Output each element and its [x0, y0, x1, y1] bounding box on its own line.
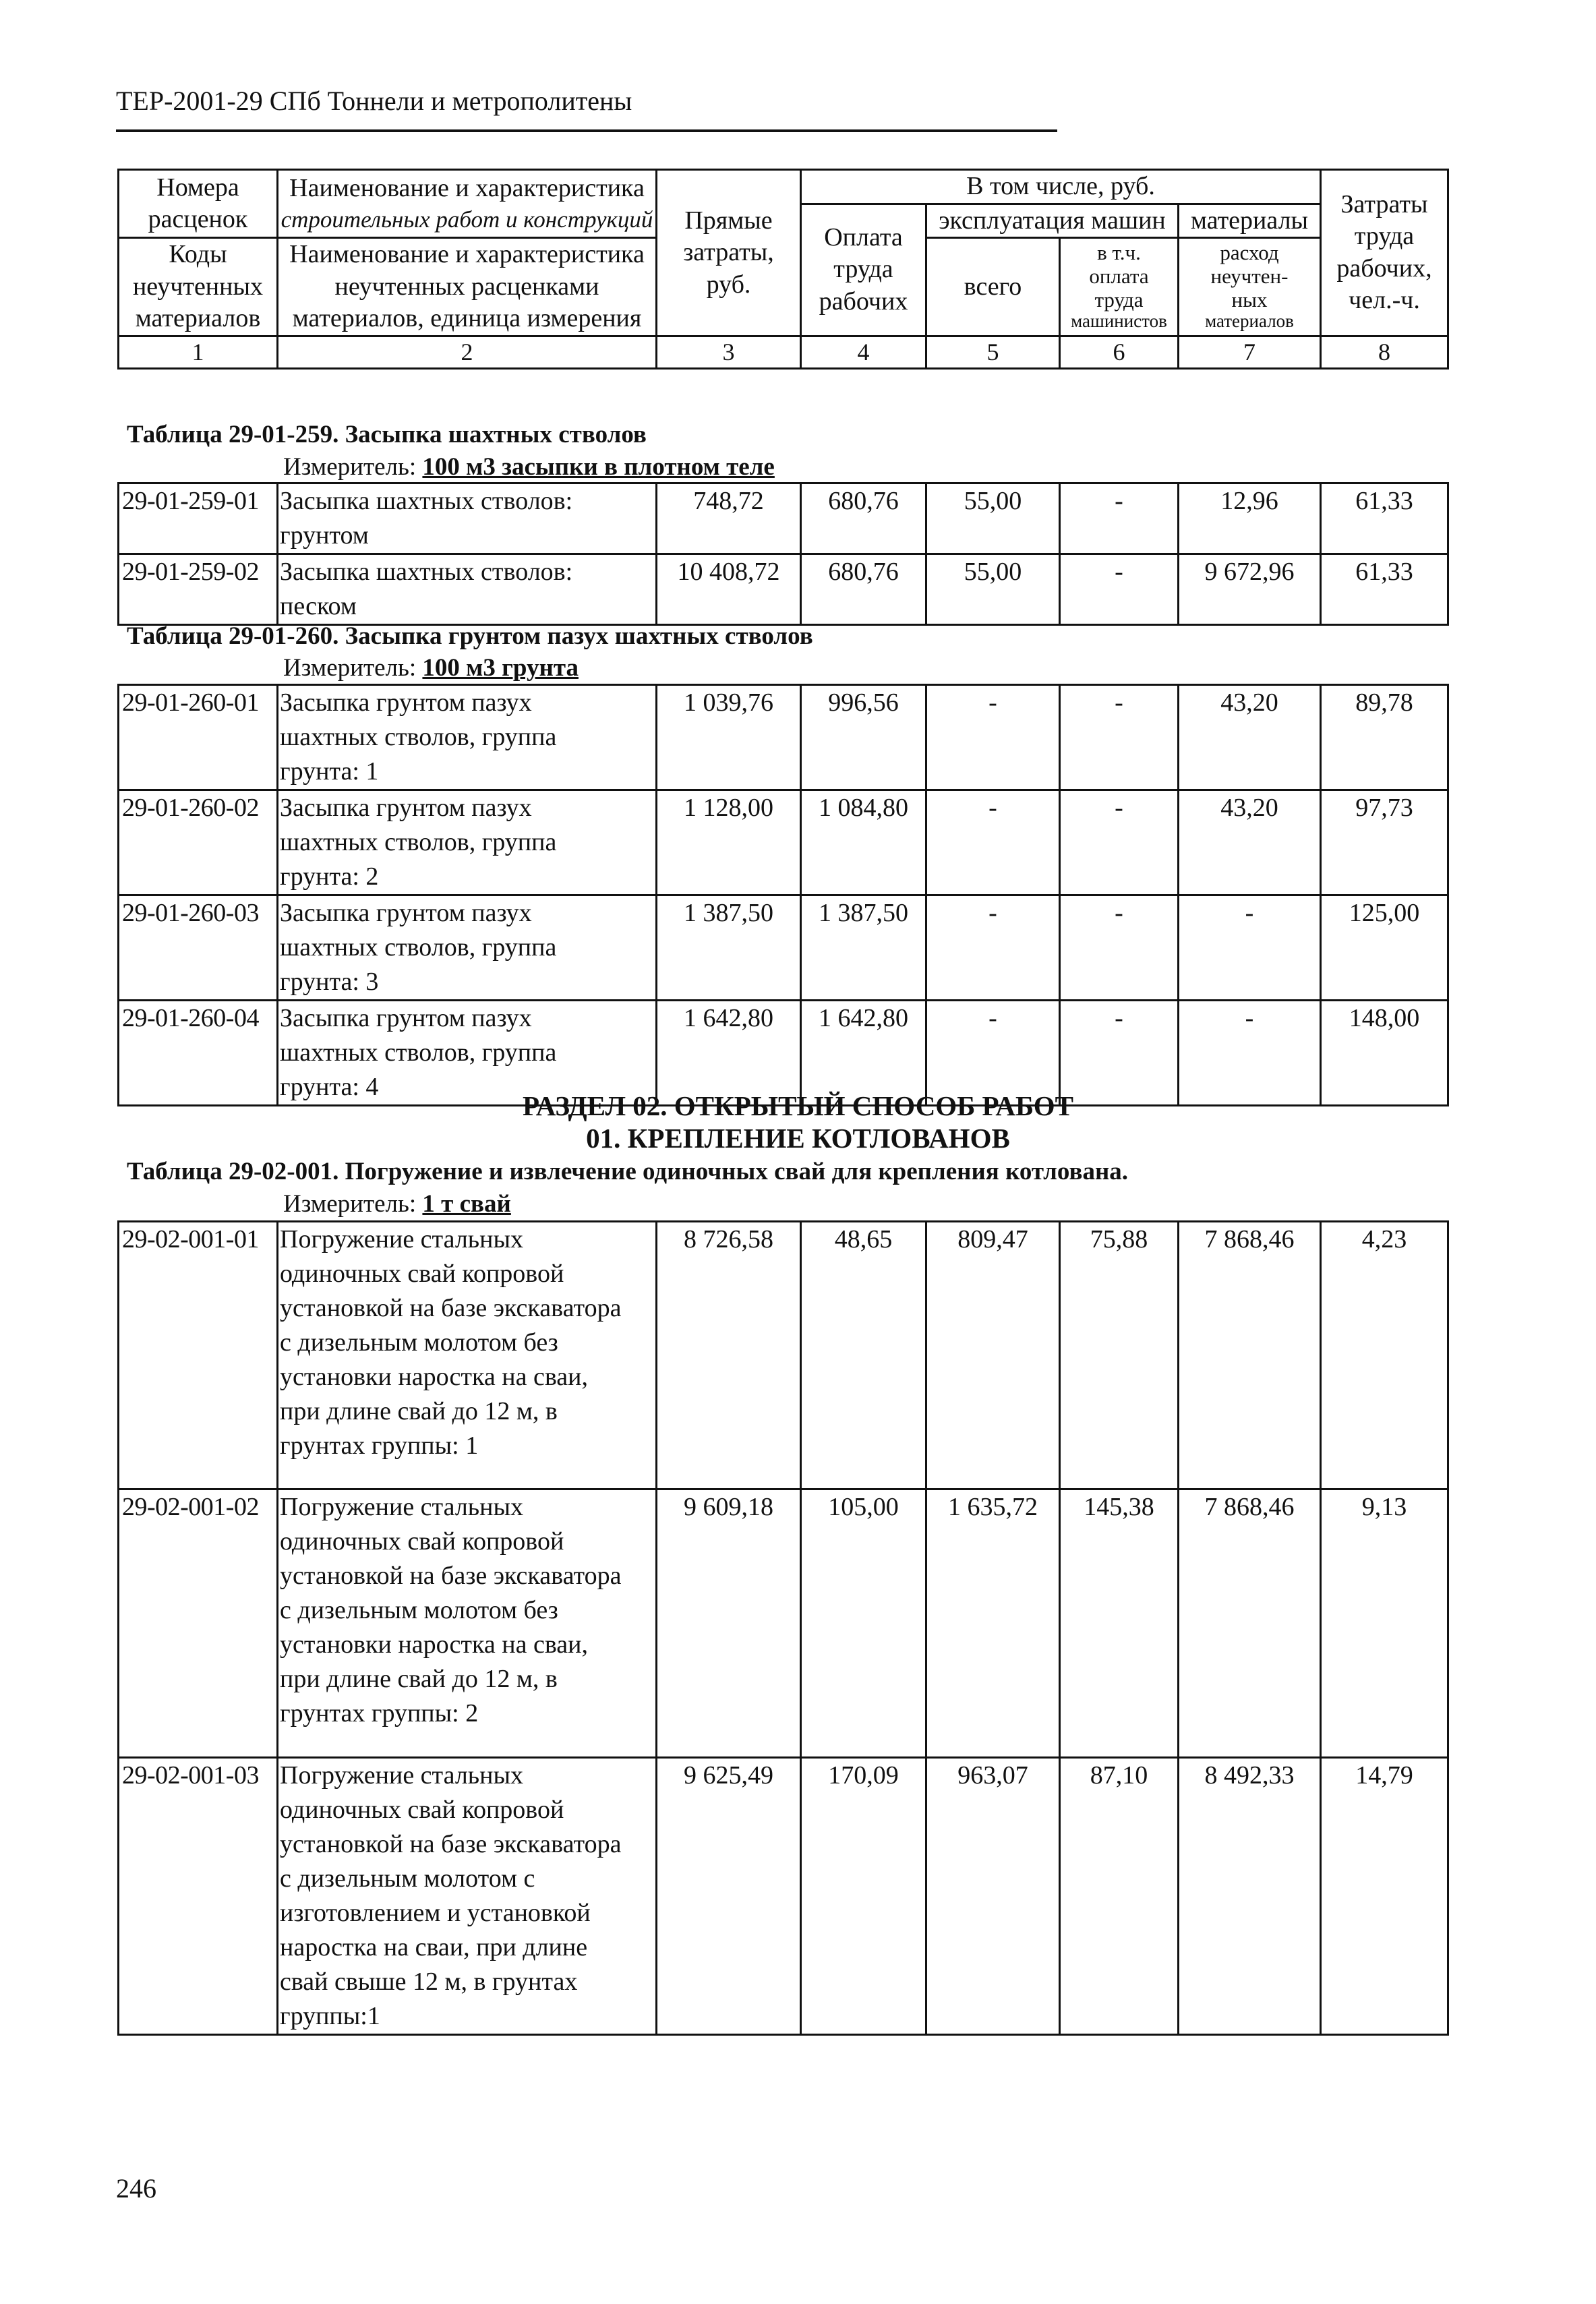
table-row — [119, 554, 1448, 625]
machinists-pay: - — [1060, 895, 1179, 1001]
table-row — [119, 483, 1448, 554]
rate-table-260 — [117, 684, 1449, 1106]
materials-cost: 7 868,46 — [1179, 1489, 1321, 1758]
direct-cost: 1 387,50 — [657, 895, 801, 1001]
labor-pay: 48,65 — [801, 1222, 926, 1489]
materials-cost: 8 492,33 — [1179, 1758, 1321, 2035]
table-caption: Таблица 29-02-001. Погружение и извлечение одиночных свай для крепления котлована. — [127, 1158, 1129, 1185]
rate-name: Засыпка грунтом пазух шахтных стволов, группа грунта: 1 — [278, 685, 657, 790]
table-row — [119, 1489, 1448, 1758]
labor-pay: 680,76 — [801, 483, 926, 554]
rate-name: Засыпка шахтных стволов: грунтом — [278, 483, 657, 554]
col-number: 3 — [657, 336, 801, 368]
materials-cost: 9 672,96 — [1179, 554, 1321, 625]
machinists-pay: - — [1060, 554, 1179, 625]
labor-pay: 105,00 — [801, 1489, 926, 1758]
direct-cost: 9 625,49 — [657, 1758, 801, 2035]
machinists-pay: 145,38 — [1060, 1489, 1179, 1758]
rate-name: Засыпка грунтом пазух шахтных стволов, группа грунта: 4 — [278, 1001, 657, 1106]
rate-name: Погружение стальных одиночных свай копровой установкой на базе экскаватора с дизельным молотом без установки наростка на сваи, при длине свай до 12 м, в грунтах группы: 1 — [278, 1222, 657, 1489]
direct-cost: 10 408,72 — [657, 554, 801, 625]
rate-name: Засыпка грунтом пазух шахтных стволов, группа грунта: 3 — [278, 895, 657, 1001]
page-header-title: ТЕР-2001-29 СПб Тоннели и метрополитены — [116, 86, 632, 116]
labor-pay: 1 387,50 — [801, 895, 926, 1001]
labor-hours: 61,33 — [1321, 483, 1448, 554]
table-measure: Измеритель: 100 м3 засыпки в плотном теле — [283, 453, 775, 481]
direct-cost: 1 642,80 — [657, 1001, 801, 1106]
materials-cost: 43,20 — [1179, 790, 1321, 895]
labor-hours: 97,73 — [1321, 790, 1448, 895]
machines-total: 55,00 — [926, 554, 1060, 625]
table-row — [119, 685, 1448, 790]
machines-total: - — [926, 1001, 1060, 1106]
labor-pay: 996,56 — [801, 685, 926, 790]
col-number: 8 — [1321, 336, 1448, 368]
col1-bottom-header: Коды неучтенных материалов — [119, 238, 278, 336]
col5-header: всего — [926, 238, 1060, 336]
col-number: 2 — [278, 336, 657, 368]
machines-total: 963,07 — [926, 1758, 1060, 2035]
labor-hours: 61,33 — [1321, 554, 1448, 625]
direct-cost: 8 726,58 — [657, 1222, 801, 1489]
column-header-table — [117, 169, 1449, 370]
group-header: В том числе, руб. — [801, 170, 1321, 204]
machines-header: эксплуатация машин — [926, 204, 1179, 238]
materials-cost: 12,96 — [1179, 483, 1321, 554]
direct-cost: 1 039,76 — [657, 685, 801, 790]
col1-top-header: Номера расценок — [119, 170, 278, 238]
labor-pay: 1 642,80 — [801, 1001, 926, 1106]
rate-name: Погружение стальных одиночных свай копровой установкой на базе экскаватора с дизельным молотом с изготовлением и установкой наростка на сваи, при длине свай свыше 12 м, в грунтах группы:1 — [278, 1758, 657, 2035]
rate-code: 29-01-260-01 — [119, 685, 278, 790]
col4-header: Оплата труда рабочих — [801, 204, 926, 336]
rate-code: 29-01-259-01 — [119, 483, 278, 554]
table-measure: Измеритель: 100 м3 грунта — [283, 654, 579, 682]
table-row — [119, 1758, 1448, 2035]
col8-header: Затраты труда рабочих, чел.-ч. — [1321, 170, 1448, 336]
machines-total: 809,47 — [926, 1222, 1060, 1489]
col2-bottom-header: Наименование и характеристика неучтенных расценками материалов, единица измерения — [278, 238, 657, 336]
labor-hours: 148,00 — [1321, 1001, 1448, 1106]
materials-cost: - — [1179, 1001, 1321, 1106]
machinists-pay: - — [1060, 790, 1179, 895]
rate-name: Погружение стальных одиночных свай копровой установкой на базе экскаватора с дизельным молотом без установки наростка на сваи, при длине свай до 12 м, в грунтах группы: 2 — [278, 1489, 657, 1758]
table-row — [119, 895, 1448, 1001]
machines-total: 1 635,72 — [926, 1489, 1060, 1758]
col-number: 7 — [1179, 336, 1321, 368]
col-number: 4 — [801, 336, 926, 368]
machinists-pay: 75,88 — [1060, 1222, 1179, 1489]
labor-hours: 9,13 — [1321, 1489, 1448, 1758]
rate-name: Засыпка грунтом пазух шахтных стволов, группа грунта: 2 — [278, 790, 657, 895]
rate-code: 29-01-260-03 — [119, 895, 278, 1001]
labor-pay: 680,76 — [801, 554, 926, 625]
labor-hours: 14,79 — [1321, 1758, 1448, 2035]
subsection-title: 01. КРЕПЛЕНИЕ КОТЛОВАНОВ — [586, 1123, 1010, 1154]
machinists-pay: - — [1060, 685, 1179, 790]
header-rule — [116, 129, 1057, 132]
page-number: 246 — [116, 2173, 156, 2204]
machinists-pay: - — [1060, 483, 1179, 554]
rate-code: 29-01-259-02 — [119, 554, 278, 625]
labor-pay: 170,09 — [801, 1758, 926, 2035]
machinists-pay: 87,10 — [1060, 1758, 1179, 2035]
machines-total: - — [926, 790, 1060, 895]
table-measure: Измеритель: 1 т свай — [283, 1190, 511, 1218]
table-caption: Таблица 29-01-259. Засыпка шахтных стволов — [127, 421, 647, 448]
col6-header: в т.ч. оплата труда машинистов — [1060, 238, 1179, 336]
labor-hours: 4,23 — [1321, 1222, 1448, 1489]
labor-hours: 89,78 — [1321, 685, 1448, 790]
col-number: 1 — [119, 336, 278, 368]
table-caption: Таблица 29-01-260. Засыпка грунтом пазух шахтных стволов — [127, 622, 813, 650]
col2-top-header: Наименование и характеристика строительных работ и конструкций — [278, 170, 657, 238]
rate-code: 29-02-001-02 — [119, 1489, 278, 1758]
rate-code: 29-01-260-02 — [119, 790, 278, 895]
direct-cost: 1 128,00 — [657, 790, 801, 895]
direct-cost: 748,72 — [657, 483, 801, 554]
labor-hours: 125,00 — [1321, 895, 1448, 1001]
materials-header: материалы — [1179, 204, 1321, 238]
machines-total: - — [926, 895, 1060, 1001]
col7-header: расход неучтен- ных материалов — [1179, 238, 1321, 336]
table-row — [119, 1222, 1448, 1489]
rate-table-259 — [117, 482, 1449, 626]
direct-cost: 9 609,18 — [657, 1489, 801, 1758]
materials-cost: 7 868,46 — [1179, 1222, 1321, 1489]
machines-total: 55,00 — [926, 483, 1060, 554]
rate-code: 29-01-260-04 — [119, 1001, 278, 1106]
rate-name: Засыпка шахтных стволов: песком — [278, 554, 657, 625]
col-number: 5 — [926, 336, 1060, 368]
machinists-pay: - — [1060, 1001, 1179, 1106]
rate-code: 29-02-001-01 — [119, 1222, 278, 1489]
table-row — [119, 790, 1448, 895]
materials-cost: - — [1179, 895, 1321, 1001]
col3-header: Прямые затраты, руб. — [657, 170, 801, 336]
machines-total: - — [926, 685, 1060, 790]
rate-table-29-02-001 — [117, 1220, 1449, 2036]
materials-cost: 43,20 — [1179, 685, 1321, 790]
section-title: РАЗДЕЛ 02. ОТКРЫТЫЙ СПОСОБ РАБОТ — [522, 1090, 1074, 1121]
col-number: 6 — [1060, 336, 1179, 368]
labor-pay: 1 084,80 — [801, 790, 926, 895]
rate-code: 29-02-001-03 — [119, 1758, 278, 2035]
